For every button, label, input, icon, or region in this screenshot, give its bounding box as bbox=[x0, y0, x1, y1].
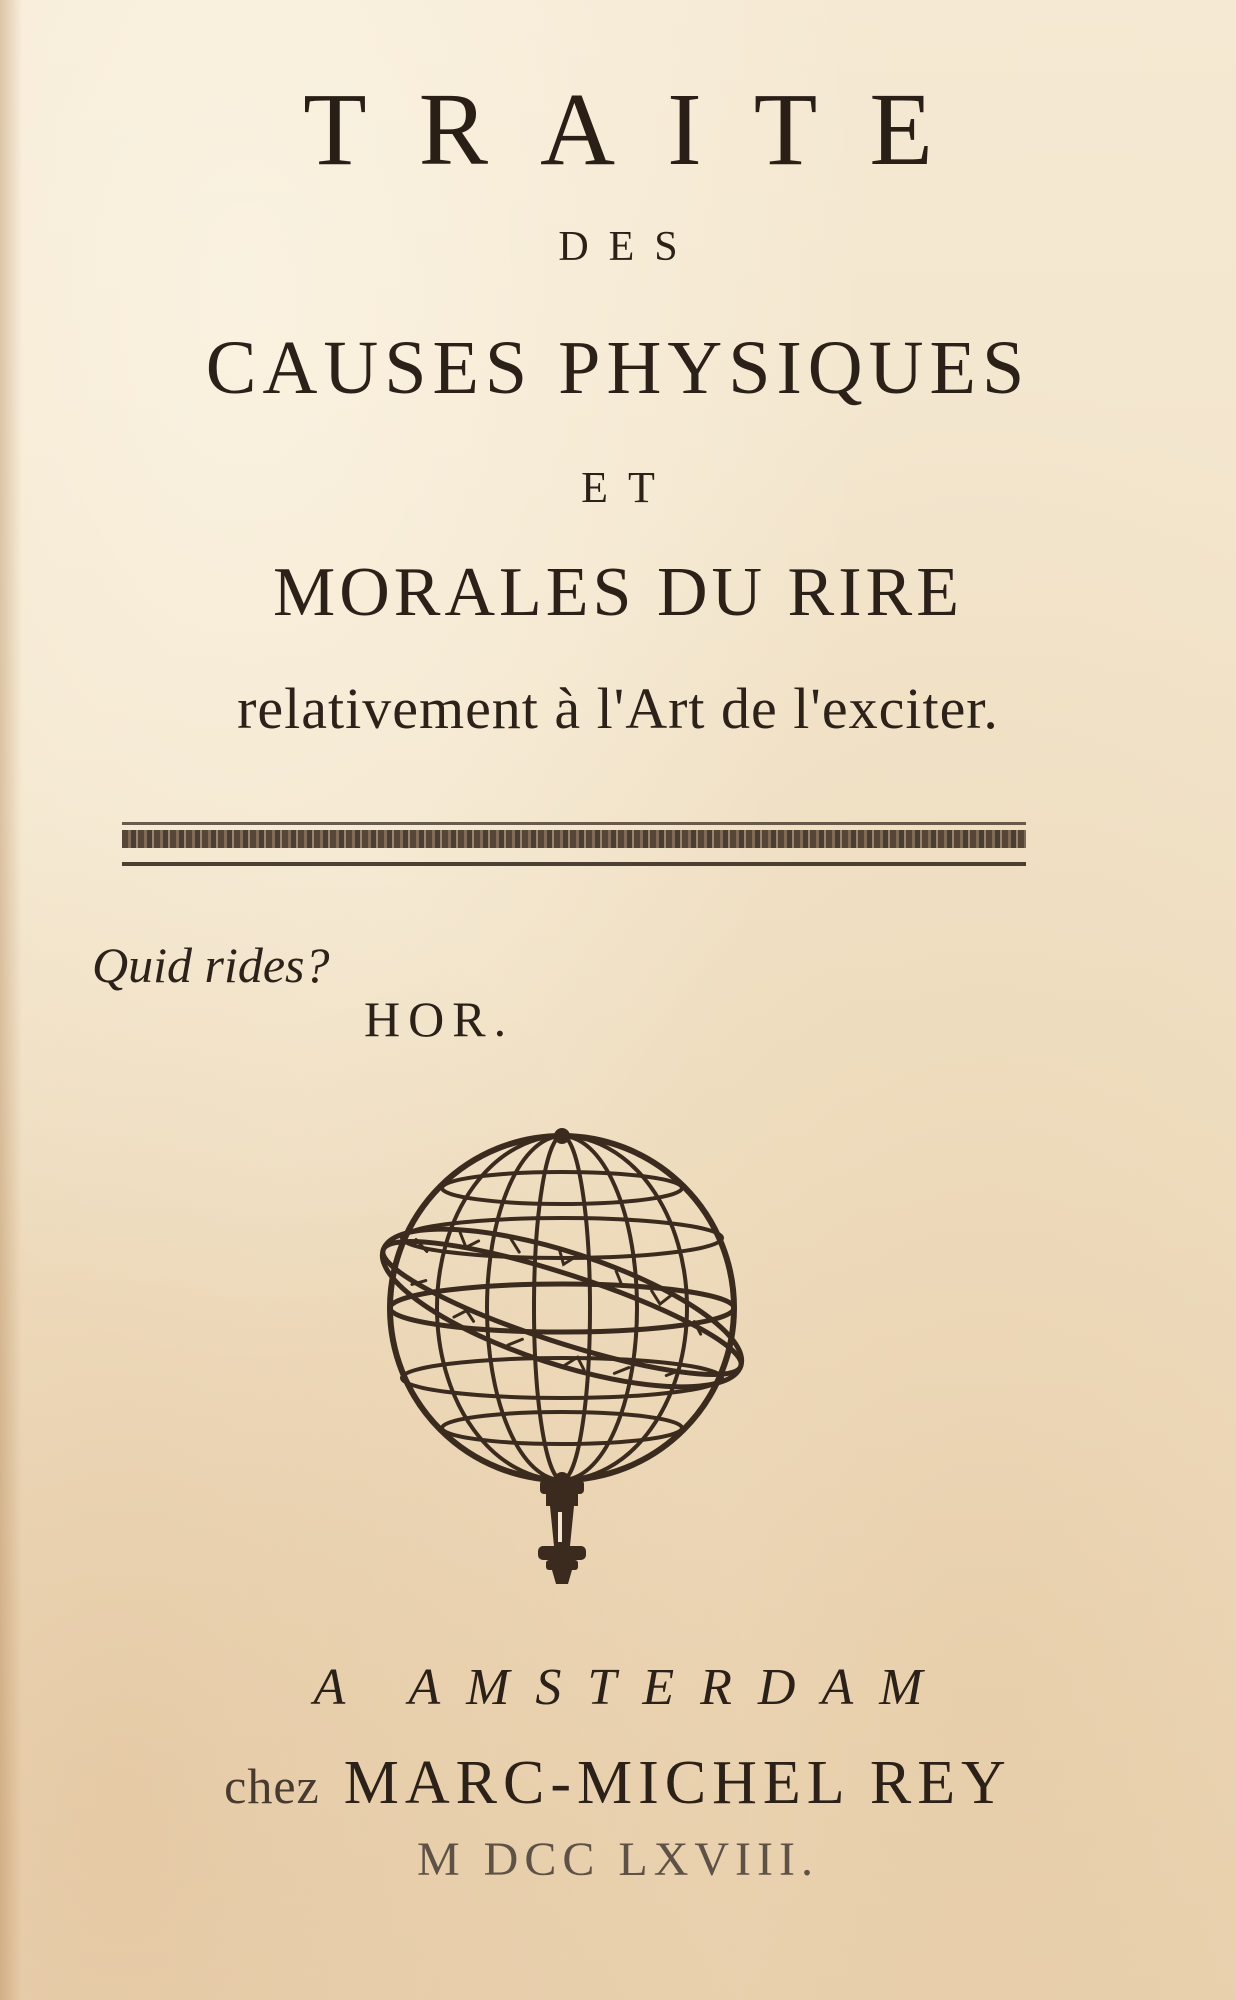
title-line-causes: CAUSES PHYSIQUES bbox=[205, 326, 1031, 410]
title-line-des: DES bbox=[558, 224, 698, 270]
imprint-publisher-row bbox=[0, 1749, 1236, 1817]
publisher-name: MARC-MICHEL REY bbox=[343, 1749, 1012, 1817]
armillary-sphere-icon bbox=[372, 1118, 752, 1598]
ornamental-rule-top bbox=[122, 822, 1026, 825]
publisher-prefix: chez bbox=[224, 1758, 320, 1814]
epigraph: Quid rides? bbox=[92, 937, 330, 993]
subtitle: relativement à l'Art de l'exciter. bbox=[237, 676, 999, 741]
epigraph-attribution: HOR. bbox=[364, 991, 515, 1047]
title-line-morales: MORALES DU RIRE bbox=[272, 554, 964, 631]
ornamental-rule-bottom bbox=[122, 862, 1026, 866]
book-title: TRAITE bbox=[303, 72, 985, 187]
imprint-place: A AMSTERDAM bbox=[313, 1659, 949, 1716]
imprint-year: M DCC LXVIII. bbox=[417, 1833, 819, 1886]
ornamental-rule-band bbox=[122, 830, 1026, 848]
title-line-et: ET bbox=[581, 463, 675, 512]
